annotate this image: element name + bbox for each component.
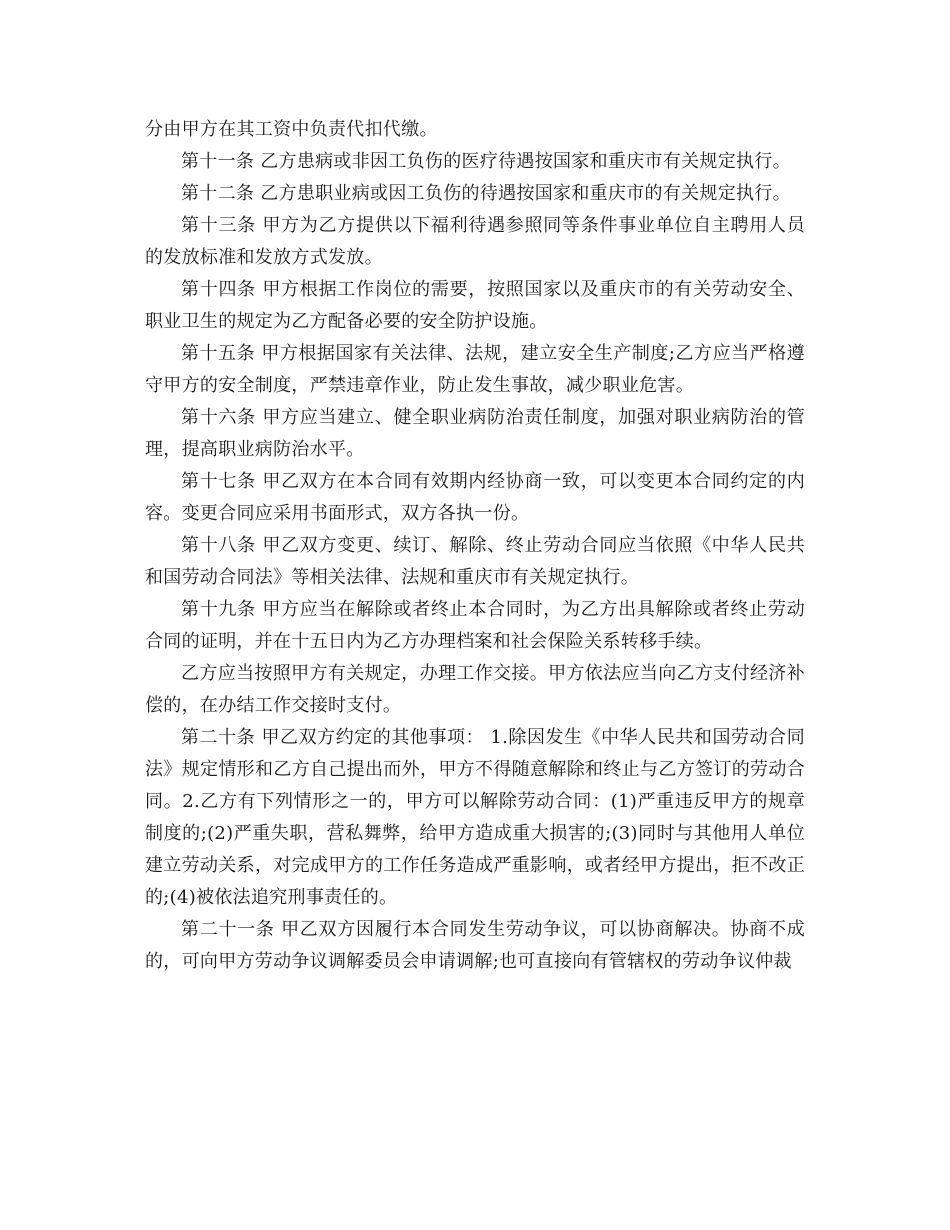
- document-body: [145, 114, 805, 978]
- paragraph-article-15: 第十五条 甲方根据国家有关法律、法规，建立安全生产制度;乙方应当严格遵守甲方的安全制度，严禁违章作业，防止发生事故，减少职业危害。: [145, 343, 805, 396]
- paragraph-article-21: 第二十一条 甲乙双方因履行本合同发生劳动争议，可以协商解决。协商不成的，可向甲方劳动争议调解委员会申请调解;也可直接向有管辖权的劳动争议仲裁: [145, 919, 805, 972]
- paragraph-article-19: 第十九条 甲方应当在解除或者终止本合同时，为乙方出具解除或者终止劳动合同的证明，并在十五日内为乙方办理档案和社会保险关系转移手续。: [145, 599, 805, 652]
- paragraph-article-11: 第十一条 乙方患病或非因工负伤的医疗待遇按国家和重庆市有关规定执行。: [181, 151, 791, 172]
- paragraph-article-17: 第十七条 甲乙双方在本合同有效期内经协商一致，可以变更本合同约定的内容。变更合同应采用书面形式，双方各执一份。: [145, 471, 805, 524]
- paragraph-continuation: 分由甲方在其工资中负责代扣代缴。: [145, 119, 438, 140]
- paragraph-article-13: 第十三条 甲方为乙方提供以下福利待遇参照同等条件事业单位自主聘用人员的发放标准和发放方式发放。: [145, 215, 805, 268]
- paragraph-handover: 乙方应当按照甲方有关规定，办理工作交接。甲方依法应当向乙方支付经济补偿的，在办结工作交接时支付。: [145, 663, 805, 716]
- paragraph-article-18: 第十八条 甲乙双方变更、续订、解除、终止劳动合同应当依照《中华人民共和国劳动合同法》等相关法律、法规和重庆市有关规定执行。: [145, 535, 805, 588]
- paragraph-article-20: 第二十条 甲乙双方约定的其他事项： 1.除因发生《中华人民共和国劳动合同法》规定情形和乙方自己提出而外，甲方不得随意解除和终止与乙方签订的劳动合同。2.乙方有下列情形之一的，甲方可以解除劳动合同：(1)严重违反甲方的规章制度的;(2)严重失职，营私舞弊，给甲方造成重大损害的;(3)同时与其他用人单位建立劳动关系，对完成甲方的工作任务造成严重影响，或者经甲方提出，拒不改正的;(4)被依法追究刑事责任的。: [145, 727, 805, 908]
- paragraph-article-12: 第十二条 乙方患职业病或因工负伤的待遇按国家和重庆市的有关规定执行。: [181, 183, 791, 204]
- paragraph-article-16: 第十六条 甲方应当建立、健全职业病防治责任制度，加强对职业病防治的管理，提高职业病防治水平。: [145, 407, 805, 460]
- paragraph-article-14: 第十四条 甲方根据工作岗位的需要，按照国家以及重庆市的有关劳动安全、职业卫生的规定为乙方配备必要的安全防护设施。: [145, 279, 805, 332]
